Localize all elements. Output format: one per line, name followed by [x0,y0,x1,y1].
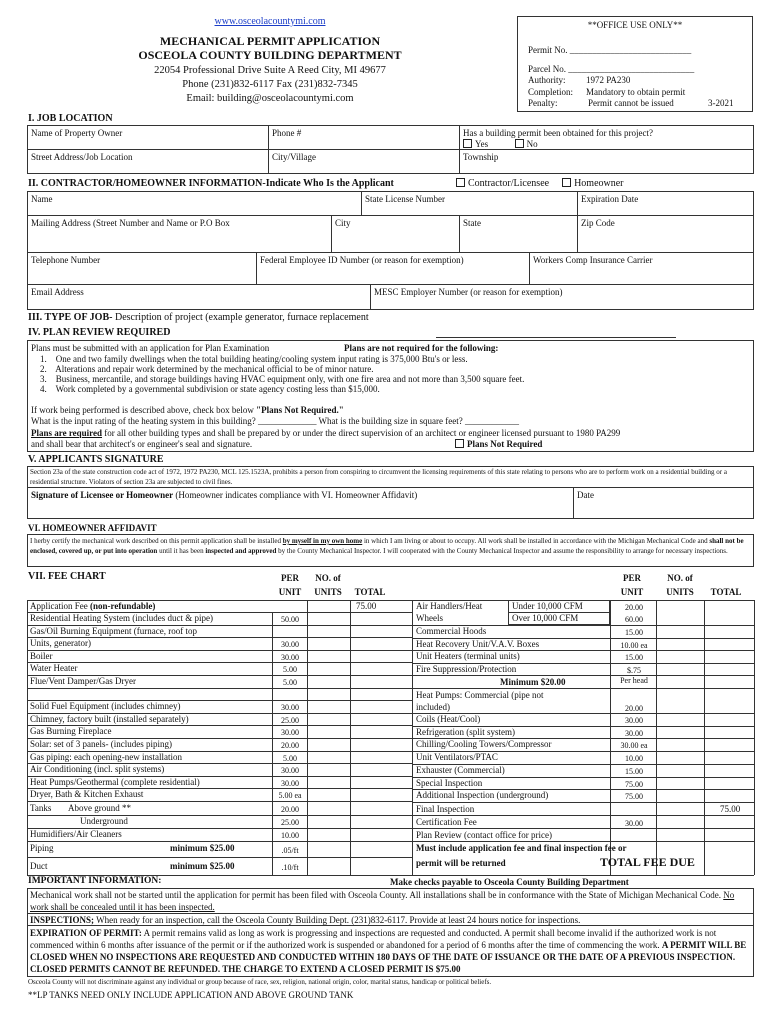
owner-phone-field[interactable] [268,125,460,150]
township-field[interactable] [459,149,754,174]
fee-item-label: Chimney, factory built (installed separately) [30,713,189,724]
fee-item-amount: 15.00 [625,628,643,637]
department-name: OSCEOLA COUNTY BUILDING DEPARTMENT [138,48,402,62]
office-use-heading: **OFFICE USE ONLY** [587,20,683,30]
tanks-label: Tanks [30,803,52,813]
fee-item-label: Commercial Hoods [416,626,487,636]
completion-label: Completion: [528,87,573,97]
right-total-header: TOTAL [710,587,742,597]
expiration-date-field[interactable] [577,191,754,216]
heat-pumps-label-2: included) [416,702,450,712]
heat-pumps-fee: 20.00 [625,704,643,713]
piping-minimum: minimum $25.00 [170,843,235,853]
inspections-text: INSPECTIONS; When ready for an inspection, call the Osceola County Building Dept. (231)832-6117. Provide at least 24 hours notice for inspections. [30,915,581,925]
affidavit-heading: VI. HOMEOWNER AFFIDAVIT [28,523,157,533]
street-address-field[interactable] [27,149,269,174]
type-of-job-line[interactable] [436,337,676,338]
discrimination-notice: Osceola County will not discriminate against any individual or group because of race, sex, religion, national origin, color, marital status, handicap or political beliefs. [28,978,492,986]
fee-item-label: Unit Ventilators/PTAC [416,752,498,763]
homeowner-label: Homeowner [574,178,624,189]
affidavit-box [27,534,754,567]
building-permit-question-text: Has a building permit been obtained for this project? [463,128,653,138]
fee-item-label: Flue/Vent Damper/Gas Dryer [30,676,136,686]
fee-item-label: Residential Heating System (includes duct & pipe) [30,613,213,623]
fee-item-amount: 30.00 [281,652,299,662]
type-of-job [28,312,369,323]
left-units-header: UNITS [314,587,342,597]
plan-review-list [40,354,524,394]
statute-box [27,466,754,488]
zip-code-field[interactable] [577,215,754,253]
applicant-type [456,178,624,189]
affidavit-text: I herby certify the mechanical work described on this permit application shall be installed by myself in my own home in which I am living or about to occupy. All work shall be installed in accordance with the Michigan Mechanical Code and shall not be enclosed, covered up, or put into operation until it has been inspected and approved by the County Mechanical Inspector. I will cooperated with the County Mechanical Inspector and assume the responsibility to arrange for necessary inspections. [30,537,744,555]
tanks-above-fee: 20.00 [281,805,299,814]
fee-item-label: Additional Inspection (underground) [416,790,549,801]
authority-label: Authority: [528,75,566,85]
fee-item-amount: 5.00 ea [278,791,302,801]
fee-item-amount: $.75 [627,665,641,675]
total-fee-due: TOTAL FEE DUE [600,855,695,869]
fee-item-label: Special Inspection [416,777,483,788]
fee-item-amount: 25.00 [281,715,299,725]
must-include-text: Must include application fee and final inspection fee or [416,843,627,853]
parcel-number-field[interactable]: Parcel No. ____________________________ [528,64,695,74]
expiration-date-label: Expiration Date [581,194,639,204]
fee-item-amount: 15.00 [625,766,643,776]
fee-item-amount: 30.00 [281,766,299,776]
over-cfm-label: Over 10,000 CFM [512,613,579,623]
fee-item-label: Solid Fuel Equipment (includes chimney) [30,701,181,712]
fee-item-label: Gas Burning Fireplace [30,726,112,737]
fee-item-amount: 30.00 [625,728,643,738]
type-of-job-heading: III. TYPE OF JOB- [28,312,113,323]
yes-label: Yes [475,139,489,149]
fee-item-amount: 5.00 [283,753,297,763]
city-village-label: City/Village [272,152,316,162]
tanks-under-label: Underground [80,816,128,826]
plans-required-text: Plans are required for all other building types and shall be prepared by or under the direct supervision of an architect or engineer licensed pursuant to 1980 PA299 [31,428,621,438]
fee-chart-heading: VII. FEE CHART [28,571,106,582]
right-unit-header: UNIT [620,587,644,597]
fee-item-label: Coils (Heat/Cool) [416,714,481,724]
permit-returned-text: permit will be returned [416,858,506,868]
duct-label: Duct [30,861,48,871]
right-units-header: UNITS [666,587,694,597]
fee-item-amount: 10.00 ea [620,640,648,650]
fee-item-label: Solar: set of 3 panels- (includes piping) [30,739,172,749]
plan-review-box [27,340,754,452]
no-checkbox[interactable] [515,139,524,148]
fee-item-label: Unit Heaters (terminal units) [416,651,520,661]
fee-item-amount: 20.00 [281,741,299,750]
fein-field[interactable] [256,252,530,285]
piping-fee: .05/ft [281,846,299,855]
fee-item-amount: 15.00 [625,653,643,662]
checks-payable: Make checks payable to Osceola County Building Department [390,877,629,887]
completion-value: Mandatory to obtain permit [586,87,686,97]
signature-note: (Homeowner indicates compliance with VI. Homeowner Affidavit) [173,490,418,500]
contractor-email-field[interactable] [27,284,371,310]
input-rating-question[interactable]: What is the input rating of the heating system in this building? _____________ What is the building size in square feet? ____________ [31,416,520,426]
telephone-field[interactable] [27,252,257,285]
lp-tanks-note: **LP TANKS NEED ONLY INCLUDE APPLICATION AND ABOVE GROUND TANK [28,990,354,1000]
air-handlers-label: Air Handlers/Heat [416,601,483,611]
fee-item-label: Heat Recovery Unit/V.A.V. Boxes [416,638,540,649]
list-item: 4. Work completed by a governmental subdivision or state agency costing less than $15,000. [40,384,380,394]
fee-item-amount: 50.00 [281,615,299,624]
state-license-field[interactable] [361,191,578,216]
fee-item-amount: 30.00 ea [620,741,648,751]
tanks-above-label: Above ground ** [68,803,131,813]
important-heading: IMPORTANT INFORMATION: [28,876,162,886]
signature-heading: V. APPLICANTS SIGNATURE [28,454,164,465]
state-license-label: State License Number [365,194,445,204]
township-label: Township [463,152,499,162]
list-item: 2. Alterations and repair work determined by the mechanical official to be of minor nature. [40,364,374,374]
signature-field[interactable] [27,487,574,519]
job-location-heading: I. JOB LOCATION [28,113,113,124]
application-fee-total: 75.00 [356,601,377,611]
yes-checkbox[interactable] [463,139,472,148]
fee-item-label: Boiler [30,650,53,661]
fee-item-amount: 30.00 [281,778,299,788]
important-text: Mechanical work shall not be started until the application for permit has been filed with Osceola County. All installations shall be in conformance with the State of Michigan Mechanical Code. No work shall be concealed until it has been inspected. [30,890,735,912]
plan-review-fee-label: Plan Review (contact office for price) [416,830,553,840]
right-per-header: PER [623,573,641,583]
contractor-heading: II. CONTRACTOR/HOMEOWNER INFORMATION-Indicate Who Is the Applicant [28,178,394,189]
left-unit-header: UNIT [278,587,302,597]
department-email: Email: building@osceolacountymi.com [186,93,354,104]
fee-item-label: Refrigeration (split system) [416,726,515,737]
street-address-label: Street Address/Job Location [31,152,133,162]
owner-name-field[interactable] [27,125,269,150]
humidifiers-fee: 10.00 [281,831,299,840]
statute-text: Section 23a of the state construction code act of 1972, 1972 PA230, MCL 125.1523A, prohibits a person from conspiring to circumvent the licensing requirements of this state relating to persons who are to perform work on a residential building or a residential structure. Violators of section 23a are subjected to civil fines. [30,468,727,486]
telephone-label: Telephone Number [31,255,101,265]
certification-fee: 30.00 [625,819,643,828]
homeowner-checkbox[interactable] [562,178,571,187]
expiration-text: EXPIRATION OF PERMIT: A permit remains valid as long as work is progressing and inspections are requested and conducted. A permit shall become invalid if the authorized work is not commenced within 6 months after issuance of the permit or if the authorized work is suspended or abandoned for a period of 6 months after the time of commencing the work. A PERMIT WILL BE CLOSED WHEN NO INSPECTIONS ARE REQUESTED AND CONDUCTED WITHIN 180 DAYS OF THE DATE OF ISSUANCE OR THE DATE OF A PREVIOUS INSPECTION. CLOSED PERMITS CANNOT BE REFUNDED. THE CHARGE TO EXTEND A CLOSED PERMIT IS $75.00 [30,928,747,974]
plans-not-required-checkbox[interactable] [455,439,464,448]
check-box-instruction: If work being performed is described above, check box below "Plans Not Required." [31,405,344,415]
fee-item-label: Fire Suppression/Protection [416,663,517,674]
fee-item-label: Water Heater [30,663,78,674]
workers-comp-field[interactable] [529,252,754,285]
office-use-box [517,16,753,112]
city-village-field[interactable] [268,149,460,174]
application-fee-label: Application Fee (non-refundable) [30,601,156,611]
heat-pumps-label: Heat Pumps: Commercial (pipe not [416,690,544,700]
type-of-job-description: Description of project (example generator, furnace replacement [112,312,369,323]
department-address: 22054 Professional Drive Suite A Reed City, MI 49677 [154,65,386,76]
permit-number-field[interactable]: Permit No. ___________________________ [528,45,692,55]
building-permit-question [459,125,754,150]
fee-item-amount: 75.00 [625,779,643,789]
contractor-email-label: Email Address [31,287,84,297]
fire-per-head: Per head [620,676,648,685]
over-cfm-fee: 60.00 [625,615,643,624]
contractor-name-label: Name [31,194,53,204]
contractor-label: Contractor/Licensee [468,178,550,189]
fee-item-label: Air Conditioning (incl. split systems) [30,764,165,775]
fee-item-amount: 30.00 [281,728,299,738]
mesc-label: MESC Employer Number (or reason for exemption) [374,287,563,297]
list-item: 1. One and two family dwellings when the total building heating/cooling system input rating is 375,000 Btu's or less. [40,354,468,364]
fee-item-label: Units, generator) [30,638,91,649]
tanks-under-fee: 25.00 [281,818,299,827]
seal-text: and shall bear that architect's or engineer's seal and signature. [31,439,253,449]
contractor-state-label: State [463,218,481,228]
wheels-label: Wheels [416,613,443,623]
fee-item-label: Chilling/Cooling Towers/Compressor [416,739,552,750]
zip-code-label: Zip Code [581,218,615,228]
contractor-name-field[interactable] [27,191,362,216]
workers-comp-label: Workers Comp Insurance Carrier [533,255,653,265]
left-noof-header: NO. of [315,573,341,583]
contractor-city-field[interactable] [331,215,460,253]
fee-item-label: Heat Pumps/Geothermal (complete residential) [30,776,200,787]
fee-item-label: Gas/Oil Burning Equipment (furnace, roof top [30,625,197,636]
signature-label: Signature of Licensee or Homeowner [31,490,174,500]
owner-phone-label: Phone # [272,128,302,138]
plan-review-intro: Plans must be submitted with an application for Plan Examination [31,343,270,353]
fee-item-amount: 75.00 [625,792,643,802]
duct-fee: .10/ft [281,863,299,872]
department-phone: Phone (231)832-6117 Fax (231)832-7345 [182,79,358,90]
left-total-header: TOTAL [354,587,386,597]
plans-not-required-option: Plans Not Required [455,439,542,449]
no-label: No [526,139,538,149]
right-noof-header: NO. of [667,573,693,583]
penalty-value: Permit cannot be issued [588,98,674,108]
left-per-header: PER [281,573,299,583]
website-link[interactable]: www.osceolacountymi.com [214,16,326,27]
fein-label: Federal Employee ID Number (or reason for exemption) [260,255,464,265]
duct-minimum: minimum $25.00 [170,861,235,871]
signature-date-field[interactable] [573,487,754,519]
revision-date: 3-2021 [708,98,734,108]
under-cfm-label: Under 10,000 CFM [512,601,583,611]
signature-date-label: Date [577,490,594,500]
fee-item-amount: 5.00 [283,665,297,675]
certification-fee-label: Certification Fee [416,817,477,827]
contractor-checkbox[interactable] [456,178,465,187]
list-item: 3. Business, mercantile, and storage buildings having HVAC equipment only, with one fire area and not more than 3,500 square feet. [40,374,525,384]
contractor-city-label: City [335,218,351,228]
fee-item-label: Gas piping: each opening-new installation [30,751,182,762]
fee-item-label: Exhauster (Commercial) [416,764,505,775]
fee-item-amount: 30.00 [281,703,299,713]
fee-item-amount: 30.00 [281,640,299,650]
penalty-label: Penalty: [528,98,558,108]
mesc-field[interactable] [370,284,754,310]
fee-item-label: Dryer, Bath & Kitchen Exhaust [30,789,144,800]
mailing-address-field[interactable] [27,215,332,253]
final-inspection-total: 75.00 [720,804,741,814]
fee-item-amount: 10.00 [625,754,643,764]
under-cfm-fee: 20.00 [625,603,643,612]
owner-name-label: Name of Property Owner [31,128,123,138]
plans-not-required-heading: Plans are not required for the following: [344,343,499,353]
fee-item-amount: 30.00 [625,716,643,725]
authority-value: 1972 PA230 [586,75,631,85]
form-title: MECHANICAL PERMIT APPLICATION [159,34,381,48]
contractor-state-field[interactable] [459,215,578,253]
fire-minimum: Minimum $20.00 [500,677,566,687]
mailing-address-label: Mailing Address (Street Number and Name or P.O Box [31,218,230,228]
plan-review-heading: IV. PLAN REVIEW REQUIRED [28,327,171,338]
fee-item-amount: 5.00 [283,678,297,687]
humidifiers-label: Humidifiers/Air Cleaners [30,829,122,839]
piping-label: Piping [30,843,54,853]
final-inspection-label: Final Inspection [416,804,475,814]
